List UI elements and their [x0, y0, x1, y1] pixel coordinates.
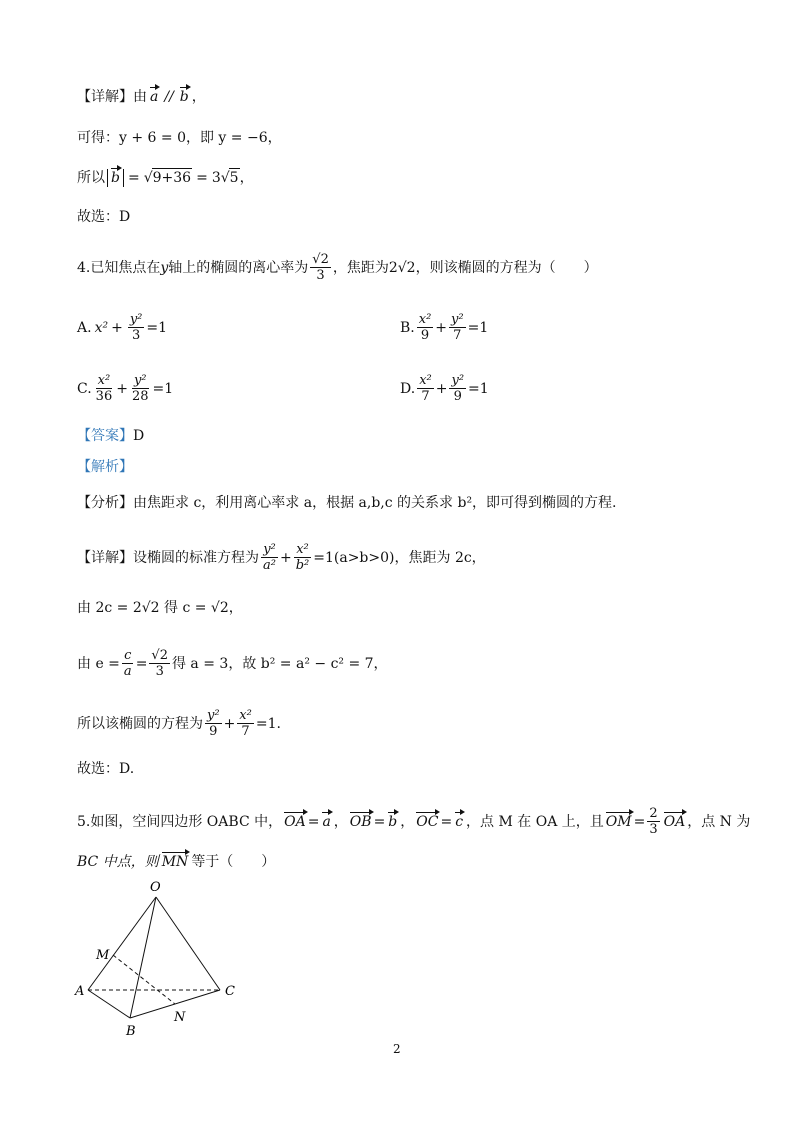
detail-tag: 【详解】: [77, 89, 133, 105]
q4-detail-tag: 【详解】: [77, 549, 133, 566]
abs-vector-b: b: [107, 169, 124, 187]
q4-stem-b: 轴上的椭圆的离心率为: [168, 259, 309, 276]
q4-stem-y: y: [160, 259, 169, 276]
q4-detail-line: 【详解】 设椭圆的标准方程为 $\frac{\text{y²}}{\text{a²}}$ + $\frac{\text{x²}}{\text{b²}}$ =1(a>b>0)，焦距为 2c，: [77, 542, 486, 573]
q5-stem: 5.如图，空间四边形 OABC 中， OA = a ， OB = b ， OC = c ，点 M 在 OA 上，且 OM = $\frac{2}{3}$ OA ，点 N 为: [77, 806, 751, 837]
detail-prefix: 由: [133, 89, 147, 105]
q4-stem-a: 4.已知焦点在: [77, 259, 161, 276]
q4-step2: 由 e = $\frac{c}{a}$ = $\frac{√2}{3}$ 得 a = 3，故 b² = a² − c² = 7，: [77, 648, 388, 679]
q4-stem-d: ，则该椭圆的方程为（ ）: [415, 259, 598, 276]
page-number: 2: [393, 1042, 401, 1056]
focal-distance: 2√2: [388, 259, 416, 276]
q4-stem: [77, 252, 598, 283]
label-m: M: [96, 948, 110, 963]
q4-step1: 由 2c = 2√2 得 c = √2，: [77, 600, 243, 616]
detail-parallel-line: [77, 88, 206, 106]
label-a: A: [75, 984, 85, 999]
q4-detail-text: 设椭圆的标准方程为: [133, 549, 259, 566]
option-b[interactable]: B. $\frac{\text{x²}}{9}$ + $\frac{\text{y²}}{7}$ =1: [400, 312, 489, 343]
detail-choice: 故选：D: [77, 209, 131, 225]
answer-tag: 【答案】: [77, 428, 133, 444]
parallel-symbol: //: [164, 89, 174, 105]
answer-value: D: [133, 428, 145, 444]
detail-end: ，: [191, 89, 206, 105]
option-d[interactable]: D. $\frac{\text{x²}}{7}$ + $\frac{\text{y²}}{9}$ =1: [400, 373, 489, 404]
q4-choice: 故选：D.: [77, 761, 135, 777]
label-o: O: [150, 880, 161, 895]
detail-line-2: 可得：y + 6 = 0，即 y = −6，: [77, 130, 282, 146]
edge-oc: [156, 897, 220, 990]
fenxi-line: 【分析】由焦距求 c，利用离心率求 a，根据 a,b,c 的关系求 b²，即可得到椭圆的方程.: [77, 495, 617, 511]
segment-mn: [113, 955, 175, 1004]
detail-line3-prefix: 所以: [77, 169, 105, 186]
answer-line: [77, 427, 144, 445]
option-c[interactable]: C. $\frac{\text{x²}}{36}$ + $\frac{\text{y²}}{28}$ =1: [77, 373, 174, 404]
vector-a: a: [150, 89, 159, 105]
q4-step3: 所以该椭圆的方程为 $\frac{\text{y²}}{9}$ + $\frac{\text{x²}}{7}$ =1.: [77, 708, 281, 739]
vector-b: b: [179, 89, 189, 105]
analysis-tag: 【解析】: [77, 459, 133, 475]
edge-ab: [88, 990, 130, 1018]
detail-line-3: 所以 b = √ 9+36 = 3√ 5 ，: [77, 169, 254, 186]
option-a[interactable]: A. x² + $\frac{\text{y²}}{3}$ =1: [77, 312, 168, 343]
label-c: C: [225, 984, 235, 999]
q5-line2: BC 中点，则 MN 等于（ ）: [77, 854, 276, 870]
label-n: N: [174, 1010, 186, 1025]
label-b: B: [126, 1024, 136, 1039]
eccentricity-fraction: $\frac{√2}{3}$: [312, 252, 329, 283]
q4-stem-c: ，焦距为: [332, 259, 389, 276]
tetrahedron-figure: [70, 875, 250, 1040]
q4-detail-cond: =1(a>b>0)，焦距为 2c，: [313, 549, 486, 566]
